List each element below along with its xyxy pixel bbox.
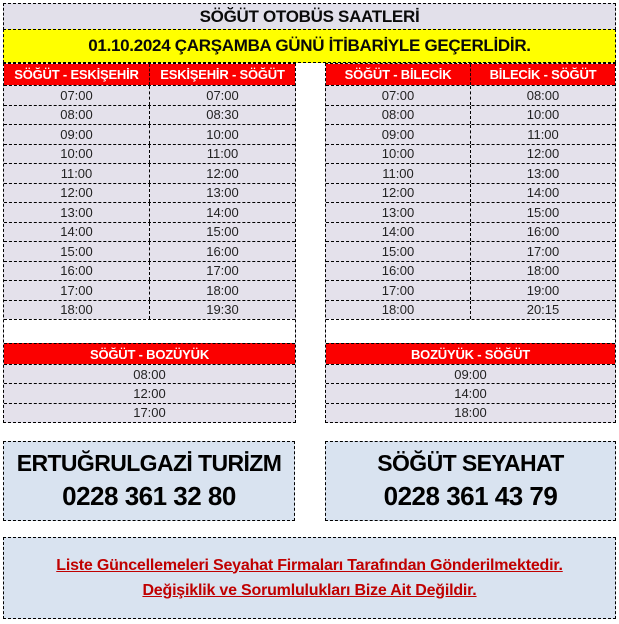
table-row — [326, 202, 615, 222]
time-rows-bozuyuk — [4, 364, 295, 422]
table-row — [4, 383, 295, 402]
time-cell: 08:00 — [470, 86, 615, 105]
time-cell: 11:00 — [470, 125, 615, 144]
header-row — [4, 64, 295, 85]
time-cell: 13:00 — [149, 184, 295, 203]
time-cell: 09:00 — [60, 126, 93, 142]
schedule-table-bilecik — [325, 63, 616, 423]
time-cell: 09:00 — [381, 126, 415, 142]
time-cell: 10:00 — [149, 125, 295, 144]
time-cell: 10:00 — [60, 146, 93, 162]
time-cell: 17:00 — [381, 282, 415, 298]
time-cell: 18:00 — [60, 302, 93, 318]
time-cell: 11:00 — [382, 165, 414, 181]
time-cell: 12:00 — [60, 185, 93, 201]
time-cell: 19:30 — [149, 301, 295, 320]
time-cell: 15:00 — [149, 223, 295, 242]
schedule-table-eskisehir — [3, 63, 296, 423]
time-cell: 18:00 — [454, 405, 487, 421]
disclaimer-line-1: Liste Güncellemeleri Seyahat Firmaları Tarafından Gönderilmektedir. — [56, 556, 563, 574]
table-row — [326, 241, 615, 261]
company-card-ertugrulgazi — [3, 441, 295, 521]
company-phone: 0228 361 43 79 — [383, 480, 558, 511]
time-cell: 10:00 — [381, 146, 415, 162]
table-row — [4, 222, 295, 242]
time-cell: 15:00 — [60, 243, 93, 259]
time-cell: 14:00 — [454, 385, 487, 401]
time-cell: 12:00 — [381, 185, 415, 201]
time-cell: 18:00 — [381, 302, 415, 318]
time-cell: 16:00 — [470, 223, 615, 242]
company-name: SÖĞÜT SEYAHAT — [377, 450, 564, 477]
column-header-eskisehir-sogut: ESKİŞEHİR - SÖĞÜT — [149, 64, 295, 85]
time-cell: 12:00 — [470, 145, 615, 164]
table-row — [4, 202, 295, 222]
spacer-row — [326, 319, 615, 343]
time-cell: 07:00 — [149, 86, 295, 105]
disclaimer-line-2: Değişiklik ve Sorumlulukları Bize Ait Değildir. — [142, 581, 477, 599]
table-row — [326, 364, 615, 383]
page-title: SÖĞÜT OTOBÜS SAATLERİ — [3, 3, 616, 30]
time-cell: 13:00 — [60, 204, 93, 220]
table-row — [4, 183, 295, 203]
time-cell: 07:00 — [381, 87, 415, 103]
table-row — [4, 241, 295, 261]
time-cell: 19:00 — [470, 281, 615, 300]
table-row — [326, 383, 615, 402]
column-header-sogut-eskisehir: SÖĞÜT - ESKİŞEHİR — [14, 67, 139, 82]
time-cell: 17:00 — [470, 242, 615, 261]
time-cell: 08:00 — [60, 107, 93, 123]
company-name: ERTUĞRULGAZİ TURİZM — [16, 450, 282, 477]
time-cell: 15:00 — [470, 203, 615, 222]
table-row — [4, 364, 295, 383]
time-cell: 16:00 — [381, 263, 415, 279]
section-header-row — [4, 343, 295, 364]
table-row — [326, 300, 615, 320]
time-cell: 18:00 — [470, 262, 615, 281]
time-cell: 11:00 — [149, 145, 295, 164]
header-row — [326, 64, 615, 85]
table-row — [4, 280, 295, 300]
section-header-sogut-bozuyuk: SÖĞÜT - BOZÜYÜK — [89, 346, 210, 362]
time-cell: 14:00 — [60, 224, 93, 240]
time-rows-bozuyuk — [326, 364, 615, 422]
validity-banner: 01.10.2024 ÇARŞAMBA GÜNÜ İTİBARİYLE GEÇERLİDİR. — [3, 29, 616, 63]
time-cell: 08:00 — [381, 107, 415, 123]
company-card-sogut-seyahat — [325, 441, 616, 521]
time-rows — [4, 85, 295, 319]
spacer-row — [4, 319, 295, 343]
table-row — [326, 183, 615, 203]
table-row — [326, 261, 615, 281]
time-cell: 16:00 — [149, 242, 295, 261]
time-cell: 08:00 — [133, 366, 166, 382]
table-row — [4, 144, 295, 164]
time-rows — [326, 85, 615, 319]
table-row — [326, 144, 615, 164]
time-cell: 14:00 — [470, 184, 615, 203]
table-row — [4, 85, 295, 105]
time-cell: 14:00 — [149, 203, 295, 222]
time-cell: 20:15 — [470, 301, 615, 320]
time-cell: 10:00 — [470, 106, 615, 125]
table-row — [326, 280, 615, 300]
time-cell: 14:00 — [381, 224, 415, 240]
table-row — [4, 124, 295, 144]
table-row — [4, 163, 295, 183]
time-cell: 17:00 — [60, 282, 93, 298]
table-row — [326, 85, 615, 105]
table-row — [4, 300, 295, 320]
time-cell: 12:00 — [133, 385, 166, 401]
table-row — [326, 403, 615, 422]
time-cell: 16:00 — [60, 263, 93, 279]
time-cell: 07:00 — [60, 87, 93, 103]
table-row — [326, 163, 615, 183]
time-cell: 13:00 — [381, 204, 415, 220]
time-cell: 18:00 — [149, 281, 295, 300]
table-row — [326, 222, 615, 242]
time-cell: 17:00 — [149, 262, 295, 281]
time-cell: 09:00 — [454, 366, 487, 382]
section-header-row — [326, 343, 615, 364]
column-header-bilecik-sogut: BİLECİK - SÖĞÜT — [470, 64, 615, 85]
table-row — [326, 105, 615, 125]
time-cell: 08:30 — [149, 106, 295, 125]
table-row — [326, 124, 615, 144]
disclaimer-box — [3, 537, 616, 619]
company-phone: 0228 361 32 80 — [62, 480, 236, 511]
time-cell: 13:00 — [470, 164, 615, 183]
table-row — [4, 403, 295, 422]
time-cell: 11:00 — [60, 165, 93, 181]
section-header-bozuyuk-sogut: BOZÜYÜK - SÖĞÜT — [410, 346, 531, 362]
time-cell: 17:00 — [133, 405, 166, 421]
time-cell: 15:00 — [381, 243, 415, 259]
table-row — [4, 261, 295, 281]
column-header-sogut-bilecik: SÖĞÜT - BİLECİK — [344, 67, 452, 82]
table-row — [4, 105, 295, 125]
time-cell: 12:00 — [149, 164, 295, 183]
